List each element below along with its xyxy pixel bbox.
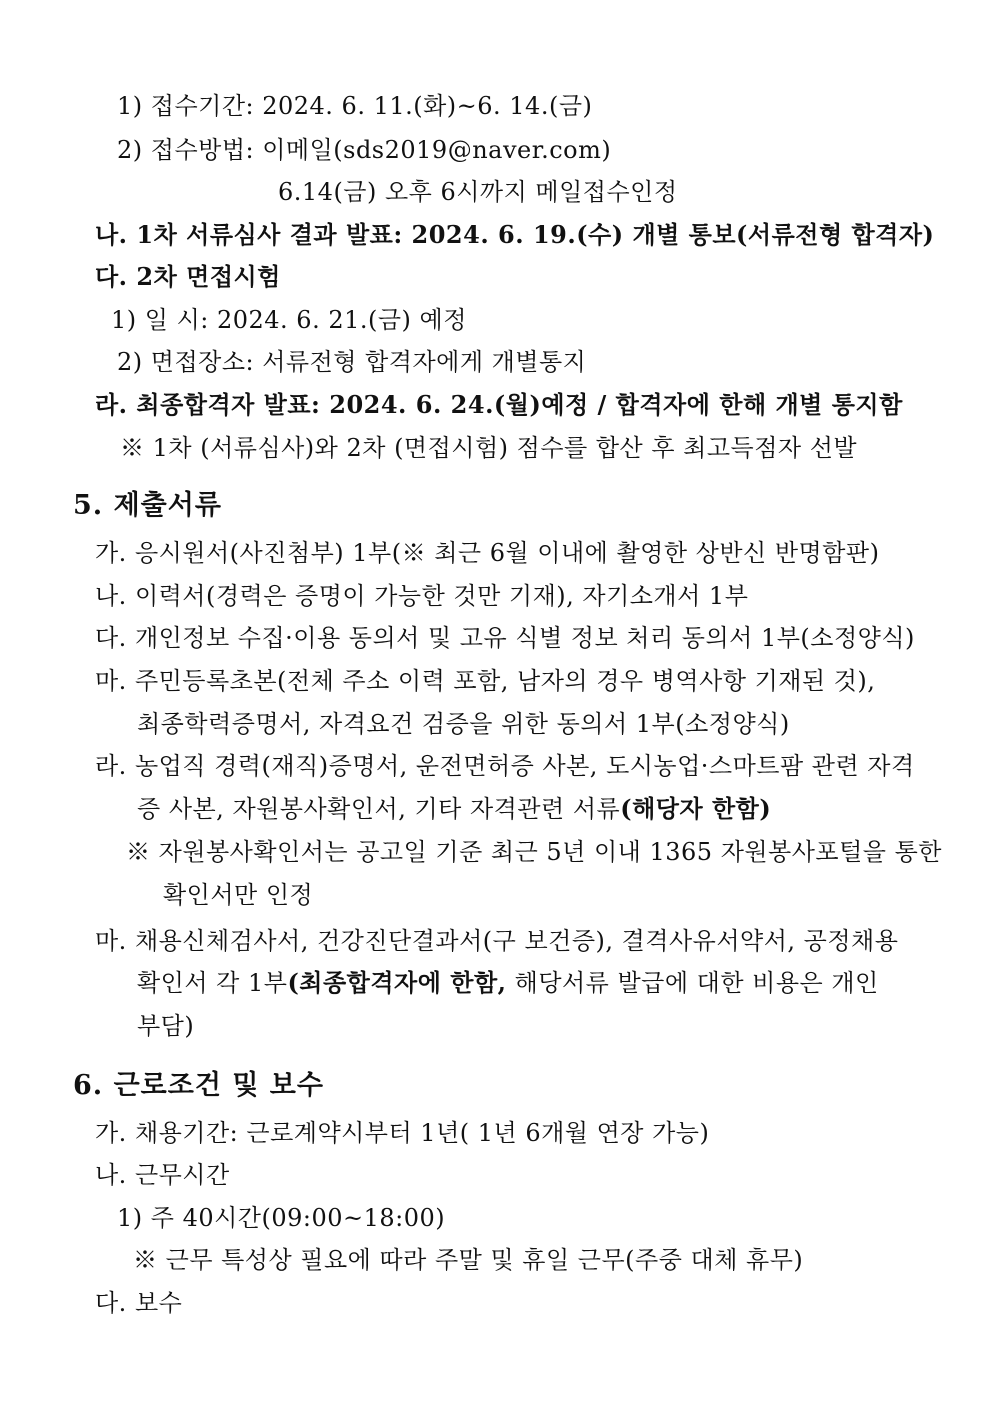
doc-item-career-certificate-cont (137, 793, 771, 825)
final-only-note: (최종합격자에 한함, (287, 968, 507, 997)
doc-item-health-check-end: 부담) (137, 1012, 195, 1040)
application-method: 2) 접수방법: 이메일(sds2019@naver.com) (117, 136, 612, 164)
volunteer-note-cont: 확인서만 인정 (163, 881, 314, 909)
doc-item-health-check-cont (137, 967, 879, 999)
weekend-work-note: ※ 근무 특성상 필요에 따라 주말 및 휴일 근무(주중 대체 휴무) (133, 1246, 804, 1274)
salary-heading: 다. 보수 (95, 1289, 183, 1317)
section-6-heading: 6. 근로조건 및 보수 (73, 1070, 324, 1101)
interview-date: 1) 일 시: 2024. 6. 21.(금) 예정 (111, 306, 467, 334)
working-hours: 1) 주 40시간(09:00~18:00) (117, 1204, 446, 1232)
interview-heading: 다. 2차 면접시험 (95, 262, 281, 291)
doc-item-resident-register-cont: 최종학력증명서, 자격요건 검증을 위한 동의서 1부(소정양식) (137, 710, 790, 738)
doc-item-privacy-consent: 다. 개인정보 수집·이용 동의서 및 고유 식별 정보 처리 동의서 1부(소정양식) (95, 624, 915, 652)
first-screening-announcement: 나. 1차 서류심사 결과 발표: 2024. 6. 19.(수) 개별 통보(서류전형 합격자) (95, 220, 935, 249)
volunteer-note: ※ 자원봉사확인서는 공고일 기준 최근 5년 이내 1365 자원봉사포털을 통한 (126, 838, 942, 866)
section-5-heading: 5. 제출서류 (73, 490, 222, 521)
cost-note: 해당서류 발급에 대한 비용은 개인 (506, 969, 879, 997)
doc-item-health-check-text: 확인서 각 1부 (137, 969, 288, 997)
applicable-only-note: (해당자 한함) (620, 794, 772, 823)
doc-item-career-certificate: 라. 농업직 경력(재직)증명서, 운전면허증 사본, 도시농업·스마트팜 관련 자격 (95, 752, 915, 780)
doc-item-application-form: 가. 응시원서(사진첨부) 1부(※ 최근 6월 이내에 촬영한 상반신 반명함판) (95, 539, 880, 567)
doc-item-resident-register: 마. 주민등록초본(전체 주소 이력 포함, 남자의 경우 병역사항 기재된 것), (95, 667, 876, 695)
doc-item-resume: 나. 이력서(경력은 증명이 가능한 것만 기재), 자기소개서 1부 (95, 582, 749, 610)
application-deadline-note: 6.14(금) 오후 6시까지 메일접수인정 (278, 178, 678, 206)
scoring-note: ※ 1차 (서류심사)와 2차 (면접시험) 점수를 합산 후 최고득점자 선발 (120, 434, 858, 462)
final-announcement: 라. 최종합격자 발표: 2024. 6. 24.(월)예정 / 합격자에 한해 개별 통지함 (95, 390, 903, 419)
doc-item-health-check: 마. 채용신체검사서, 건강진단결과서(구 보건증), 결격사유서약서, 공정채용 (95, 927, 899, 955)
working-hours-heading: 나. 근무시간 (95, 1161, 230, 1189)
doc-item-career-text: 증 사본, 자원봉사확인서, 기타 자격관련 서류 (137, 795, 621, 823)
interview-location: 2) 면접장소: 서류전형 합격자에게 개별통지 (117, 348, 587, 376)
employment-period: 가. 채용기간: 근로계약시부터 1년( 1년 6개월 연장 가능) (95, 1119, 710, 1147)
application-period: 1) 접수기간: 2024. 6. 11.(화)~6. 14.(금) (117, 92, 593, 120)
